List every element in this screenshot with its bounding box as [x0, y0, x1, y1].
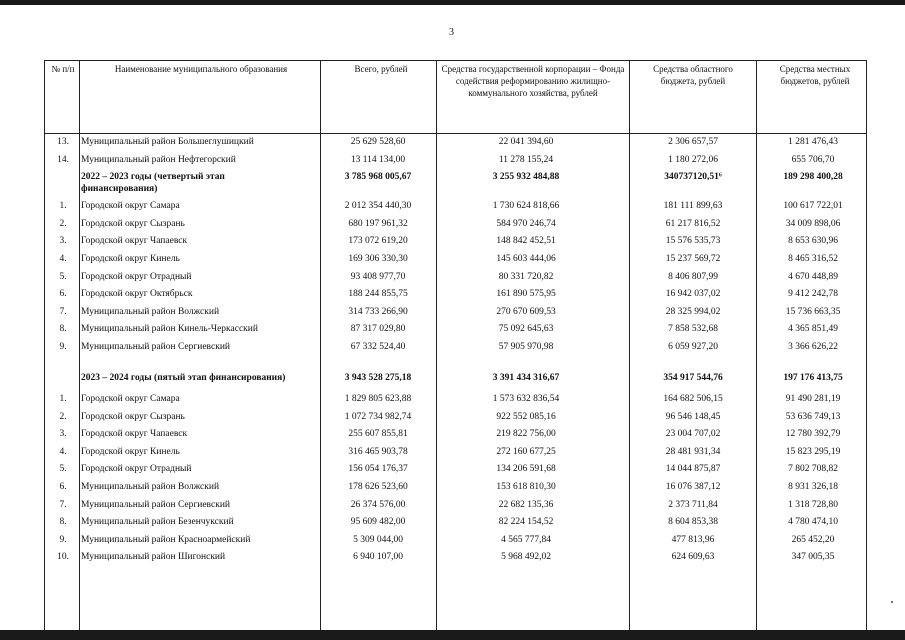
cell-total: 178 626 523,60	[348, 481, 408, 492]
cell-num: 5.	[59, 271, 67, 282]
cell-num: 9.	[59, 341, 67, 352]
cell-corp: 272 160 677,25	[496, 446, 556, 457]
cell-corp: 11 278 155,24	[498, 154, 554, 165]
cell-name: Городской округ Отрадный	[81, 464, 192, 475]
cell-num: 7.	[59, 499, 67, 510]
cell-name: 2022 – 2023 годы (четвертый этап финансирования)	[81, 172, 225, 195]
cell-num: 14.	[57, 154, 69, 165]
cell-local: 4 365 851,49	[788, 324, 838, 335]
cell-local: 265 452,20	[791, 534, 835, 545]
table-row	[45, 305, 866, 323]
cell-total: 169 306 330,30	[348, 253, 408, 264]
cell-total: 13 114 134,00	[350, 154, 406, 165]
cell-local: 1 281 476,43	[788, 137, 838, 147]
cell-name: Городской округ Октябрьск	[81, 289, 193, 300]
header-corp: Средства государственной корпорации – Фонда содействия реформированию жилищно-коммунального хозяйства, рублей	[441, 64, 625, 98]
cell-regional: 28 481 931,34	[665, 446, 721, 457]
cell-regional: 1 180 272,06	[668, 154, 718, 165]
table-row	[45, 340, 866, 366]
table-row	[45, 533, 866, 551]
table-row	[45, 135, 866, 153]
cell-corp: 5 968 492,02	[501, 552, 551, 563]
cell-name: Городской округ Чапаевск	[81, 429, 188, 440]
cell-num: 6.	[59, 289, 67, 300]
cell-local: 9 412 242,78	[788, 289, 838, 300]
cell-corp: 22 041 394,60	[498, 137, 554, 147]
cell-name: Городской округ Чапаевск	[81, 236, 188, 247]
cell-name: Городской округ Отрадный	[81, 271, 192, 282]
cell-corp: 1 730 624 818,66	[492, 201, 560, 212]
cell-local: 8 931 326,18	[788, 481, 838, 492]
header-total: Всего, рублей	[354, 64, 408, 74]
table-section-row	[45, 366, 866, 392]
cell-local: 4 780 474,10	[788, 517, 838, 528]
cell-local: 189 298 400,28	[783, 172, 843, 183]
table-row	[45, 462, 866, 480]
cell-total: 156 054 176,37	[348, 464, 408, 475]
cell-num: 4.	[59, 253, 67, 264]
cell-corp: 153 618 810,30	[496, 481, 556, 492]
cell-num: 4.	[59, 446, 67, 457]
cell-name: Муниципальный район Большеглушицкий	[81, 137, 254, 147]
cell-regional: 164 682 506,15	[663, 393, 723, 404]
cell-name: Городской округ Кинель	[81, 446, 180, 457]
cell-corp: 82 224 154,52	[498, 517, 554, 528]
cell-local: 15 823 295,19	[785, 446, 841, 457]
cell-num: 1.	[59, 393, 67, 404]
cell-corp: 1 573 632 836,54	[492, 393, 560, 404]
cell-name: Муниципальный район Нефтегорский	[81, 154, 236, 165]
cell-total: 5 309 044,00	[353, 534, 403, 545]
cell-name: Муниципальный район Кинель-Черкасский	[81, 324, 258, 335]
cell-total: 26 374 576,00	[350, 499, 406, 510]
cell-corp: 161 890 575,95	[496, 289, 556, 300]
cell-total: 1 829 805 623,88	[344, 393, 412, 404]
cell-total: 255 607 855,81	[348, 429, 408, 440]
cell-num: 2.	[59, 218, 67, 229]
cell-local: 34 009 898,06	[785, 218, 841, 229]
cell-name: Муниципальный район Шигонский	[81, 552, 226, 563]
cell-corp: 4 565 777,84	[501, 534, 551, 545]
cell-name: Муниципальный район Безенчукский	[81, 517, 234, 528]
table-row	[45, 480, 866, 498]
cell-regional: 96 546 148,45	[665, 411, 721, 422]
header-divider	[45, 133, 866, 134]
cell-corp: 922 552 085,16	[496, 411, 556, 422]
table-row	[45, 515, 866, 533]
table-row	[45, 498, 866, 516]
cell-num: 8.	[59, 517, 67, 528]
cell-corp: 57 905 970,98	[498, 341, 554, 352]
table-body	[45, 135, 866, 568]
cell-num: 7.	[59, 306, 67, 317]
cell-regional: 477 813,96	[671, 534, 715, 545]
cell-local: 8 653 630,96	[788, 236, 838, 247]
cell-regional: 340737120,51⁶	[664, 172, 722, 183]
cell-name: Городской округ Самара	[81, 393, 180, 404]
cell-local: 197 176 413,75	[783, 372, 843, 383]
table-row	[45, 252, 866, 270]
cell-corp: 584 970 246,74	[496, 218, 556, 229]
table-row	[45, 392, 866, 410]
cell-local: 347 005,35	[791, 552, 835, 563]
cell-regional: 8 604 853,38	[668, 517, 718, 528]
cell-regional: 2 306 657,57	[668, 137, 718, 147]
cell-total: 3 785 968 005,67	[344, 172, 412, 183]
cell-local: 655 706,70	[791, 154, 835, 165]
cell-name: Муниципальный район Красноармейский	[81, 534, 251, 545]
cell-total: 93 408 977,70	[350, 271, 406, 282]
table-row	[45, 153, 866, 171]
table-row	[45, 217, 866, 235]
cell-total: 188 244 855,75	[348, 289, 408, 300]
cell-local: 53 636 749,13	[785, 411, 841, 422]
cell-corp: 148 842 452,51	[496, 236, 556, 247]
table-row	[45, 270, 866, 288]
cell-num: 3.	[59, 236, 67, 247]
table-row	[45, 427, 866, 445]
cell-num: 1.	[59, 201, 67, 212]
cell-local: 100 617 722,01	[783, 201, 843, 212]
cell-regional: 15 576 535,73	[665, 236, 721, 247]
cell-local: 91 490 281,19	[785, 393, 841, 404]
cell-total: 1 072 734 982,74	[344, 411, 412, 422]
header-num: № п/п	[51, 64, 75, 74]
cell-name: Муниципальный район Волжский	[81, 306, 220, 317]
cell-regional: 16 942 037,02	[665, 289, 721, 300]
page-number: 3	[449, 27, 454, 38]
cell-regional: 2 373 711,84	[668, 499, 718, 510]
table-row	[45, 234, 866, 252]
cell-corp: 219 822 756,00	[496, 429, 556, 440]
cell-regional: 23 004 707,02	[665, 429, 721, 440]
cell-corp: 145 603 444,06	[496, 253, 556, 264]
cell-corp: 22 682 135,36	[498, 499, 554, 510]
cell-num: 8.	[59, 324, 67, 335]
cell-name: Городской округ Самара	[81, 201, 180, 212]
cell-name: 2023 – 2024 годы (пятый этап финансирования)	[81, 372, 286, 383]
cell-corp: 134 206 591,68	[496, 464, 556, 475]
scan-speck	[891, 601, 893, 603]
cell-name: Городской округ Сызрань	[81, 411, 185, 422]
cell-num: 5.	[59, 464, 67, 475]
cell-corp: 270 670 609,53	[496, 306, 556, 317]
cell-name: Муниципальный район Сергиевский	[81, 499, 230, 510]
cell-regional: 61 217 816,52	[665, 218, 721, 229]
table-row	[45, 322, 866, 340]
table-row	[45, 550, 866, 568]
cell-regional: 181 111 899,63	[663, 201, 723, 212]
table-row	[45, 445, 866, 463]
cell-regional: 354 917 544,76	[663, 372, 723, 383]
cell-num: 6.	[59, 481, 67, 492]
cell-num: 2.	[59, 411, 67, 422]
cell-regional: 28 325 994,02	[665, 306, 721, 317]
cell-regional: 15 237 569,72	[665, 253, 721, 264]
cell-local: 3 366 626,22	[788, 341, 838, 352]
cell-local: 7 802 708,82	[788, 464, 838, 475]
cell-local: 1 318 728,80	[788, 499, 838, 510]
cell-name: Городской округ Кинель	[81, 253, 180, 264]
cell-num: 9.	[59, 534, 67, 545]
cell-regional: 14 044 875,87	[665, 464, 721, 475]
header-local: Средства местных бюджетов, рублей	[779, 64, 851, 86]
scan-top-border	[0, 0, 905, 5]
cell-total: 67 332 524,40	[350, 341, 406, 352]
cell-regional: 7 858 532,68	[668, 324, 718, 335]
cell-total: 95 609 482,00	[350, 517, 406, 528]
cell-local: 4 670 448,89	[788, 271, 838, 282]
cell-local: 15 736 663,35	[785, 306, 841, 317]
cell-name: Муниципальный район Сергиевский	[81, 341, 230, 352]
cell-regional: 624 609,63	[671, 552, 715, 563]
cell-total: 680 197 961,32	[348, 218, 408, 229]
cell-corp: 80 331 720,82	[498, 271, 554, 282]
table-row	[45, 199, 866, 217]
scan-bottom-border	[0, 630, 905, 640]
cell-total: 25 629 528,60	[350, 137, 406, 147]
cell-regional: 8 406 807,99	[668, 271, 718, 282]
cell-regional: 16 076 387,12	[665, 481, 721, 492]
cell-total: 6 940 107,00	[353, 552, 403, 563]
cell-num: 3.	[59, 429, 67, 440]
cell-total: 173 072 619,20	[348, 236, 408, 247]
cell-regional: 6 059 927,20	[668, 341, 718, 352]
cell-name: Городской округ Сызрань	[81, 218, 185, 229]
table-row	[45, 287, 866, 305]
cell-total: 3 943 528 275,18	[344, 372, 412, 383]
cell-total: 316 465 903,78	[348, 446, 408, 457]
cell-corp: 75 092 645,63	[498, 324, 554, 335]
cell-total: 2 012 354 440,30	[344, 201, 412, 212]
table-row	[45, 410, 866, 428]
cell-corp: 3 255 932 484,88	[492, 172, 560, 183]
table-section-row	[45, 170, 866, 199]
cell-name: Муниципальный район Волжский	[81, 481, 220, 492]
header-name: Наименование муниципального образования	[114, 64, 288, 74]
cell-num: 10.	[57, 552, 69, 563]
header-regional: Средства областного бюджета, рублей	[653, 64, 733, 86]
cell-local: 12 780 392,79	[785, 429, 841, 440]
cell-total: 314 733 266,90	[348, 306, 408, 317]
cell-corp: 3 391 434 316,67	[492, 372, 560, 383]
cell-num: 13.	[57, 137, 69, 147]
cell-total: 87 317 029,80	[350, 324, 406, 335]
funding-table	[44, 60, 867, 636]
cell-local: 8 465 316,52	[788, 253, 838, 264]
